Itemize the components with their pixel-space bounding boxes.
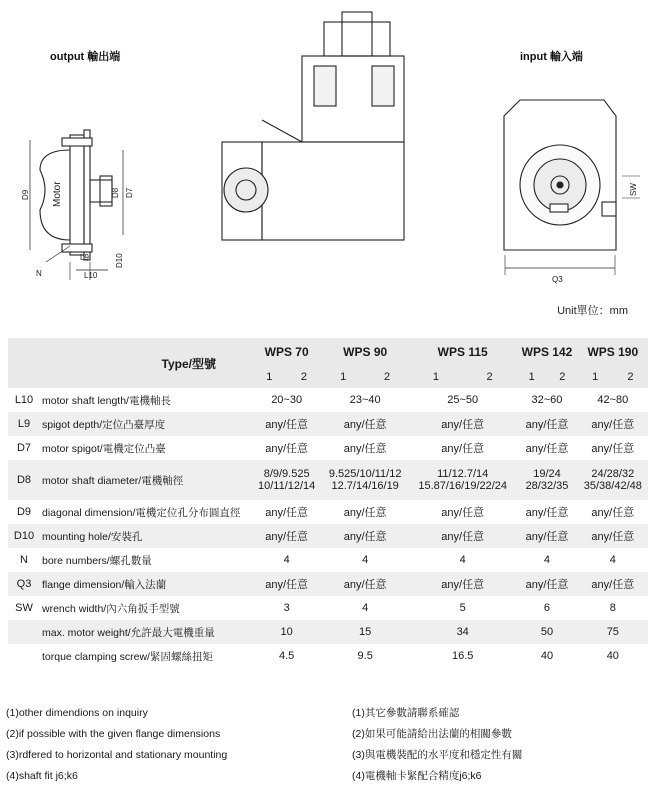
stage-label: 1 xyxy=(578,366,613,388)
output-side-view xyxy=(30,130,123,280)
param-description: max. motor weight/允許最大電機重量 xyxy=(40,620,252,644)
l10-text: L10 xyxy=(84,271,98,280)
param-code xyxy=(8,620,40,644)
param-description: motor shaft diameter/電機軸徑 xyxy=(40,460,252,500)
param-code: D7 xyxy=(16,442,32,454)
unit-label: Unit單位：mm xyxy=(557,305,628,317)
param-value: any/任意 xyxy=(321,524,409,548)
param-description: motor spigot/電機定位凸臺 xyxy=(42,442,166,455)
param-code: D10 xyxy=(8,524,40,548)
param-code: D9 xyxy=(16,506,32,518)
param-value: any/任意 xyxy=(321,412,409,436)
table-row xyxy=(8,596,648,620)
note-item: (4)電機軸卡緊配合精度j6;k6 xyxy=(352,770,482,782)
param-value: any/任意 xyxy=(409,524,516,548)
note-item: (1)other dimendions on inquiry xyxy=(6,707,148,719)
param-value: 5 xyxy=(459,602,466,614)
param-code: Q3 xyxy=(8,572,40,596)
param-value: 50 xyxy=(516,620,577,644)
param-value: 4 xyxy=(609,554,616,566)
param-description: wrench width/內六角扳手型號 xyxy=(42,602,180,615)
param-value: any/任意 xyxy=(265,443,309,455)
l9-text: L9 xyxy=(80,253,89,262)
d10-text: D10 xyxy=(115,253,124,268)
table-row xyxy=(8,500,648,524)
note-item: (2)if possible with the given flange dimensions xyxy=(6,728,221,740)
stage-label: 2 xyxy=(613,366,648,388)
param-value: 20~30 xyxy=(271,394,303,406)
param-code: L10 xyxy=(14,394,34,406)
param-description: motor shaft length/電機軸長 xyxy=(42,394,171,407)
note-item: (1)其它參數請聯系確認 xyxy=(352,707,460,719)
param-value: 6 xyxy=(543,602,551,614)
stage-label: 1 xyxy=(252,366,287,388)
param-value: 9.525/10/11/12 12.7/14/16/19 xyxy=(321,460,409,500)
param-value: any/任意 xyxy=(525,443,569,455)
model-header: WPS 142 xyxy=(516,338,577,366)
input-label: input 輸入端 xyxy=(520,51,583,63)
table-row xyxy=(8,572,648,596)
notes-english xyxy=(6,703,227,787)
stage-label: 1 xyxy=(409,366,463,388)
param-value: any/任意 xyxy=(343,507,387,519)
param-value: 24/28/32 35/38/42/48 xyxy=(578,460,648,500)
table-row xyxy=(8,436,648,460)
param-value: 40 xyxy=(540,650,554,662)
table-row xyxy=(8,460,648,500)
param-description: torque clamping screw/緊固螺絲扭矩 xyxy=(42,650,213,663)
d7-text: D7 xyxy=(125,187,134,198)
param-value: 4 xyxy=(283,554,290,566)
param-value: 8 xyxy=(609,602,616,614)
param-value: any/任意 xyxy=(409,572,516,596)
param-value: 34 xyxy=(409,620,516,644)
note-item: (3)與電機裝配的水平度和穩定性有關 xyxy=(352,749,523,761)
param-value: any/任意 xyxy=(441,507,485,519)
param-value: 8/9/9.525 10/11/12/14 xyxy=(252,460,321,500)
param-value: 15 xyxy=(321,620,409,644)
param-value: any/任意 xyxy=(252,524,321,548)
param-value: 42~80 xyxy=(597,394,629,406)
table-row xyxy=(8,524,648,548)
spec-table xyxy=(8,338,648,668)
param-value: 4 xyxy=(362,602,369,614)
gearbox-side-view xyxy=(222,12,404,240)
param-value: any/任意 xyxy=(591,507,635,519)
param-value: 40 xyxy=(606,650,619,662)
param-value: any/任意 xyxy=(578,412,648,436)
model-header: WPS 190 xyxy=(578,338,648,366)
param-description: mounting hole/安裝孔 xyxy=(40,524,252,548)
param-code xyxy=(8,644,40,668)
note-item: (3)rdfered to horizontal and stationary mounting xyxy=(6,749,228,761)
n-text: N xyxy=(36,269,42,278)
motor-text: Motor xyxy=(52,181,63,207)
param-value: 75 xyxy=(578,620,648,644)
param-value: any/任意 xyxy=(525,507,569,519)
param-value: 19/24 28/32/35 xyxy=(516,460,577,500)
type-header: Type/型號 xyxy=(8,338,252,388)
param-code: N xyxy=(20,554,28,566)
param-code: SW xyxy=(15,602,33,614)
param-value: 16.5 xyxy=(451,650,474,662)
param-code: L9 xyxy=(8,412,40,436)
param-value: any/任意 xyxy=(441,443,485,455)
param-description: spigot depth/定位凸臺厚度 xyxy=(40,412,252,436)
param-value: 23~40 xyxy=(349,394,381,406)
param-value: any/任意 xyxy=(252,412,321,436)
param-value: any/任意 xyxy=(591,443,635,455)
param-value: any/任意 xyxy=(578,572,648,596)
param-value: 4.5 xyxy=(278,650,295,662)
param-value: 4 xyxy=(543,554,551,566)
table-row xyxy=(8,388,648,412)
sw-text: SW xyxy=(629,183,638,196)
stage-label: 2 xyxy=(365,366,409,388)
model-header: WPS 90 xyxy=(321,338,409,366)
note-item: (4)shaft fit j6;k6 xyxy=(6,770,78,782)
param-value: 10 xyxy=(252,620,321,644)
table-header-models xyxy=(8,338,648,366)
param-value: any/任意 xyxy=(265,507,309,519)
table-row xyxy=(8,644,648,668)
stage-label: 2 xyxy=(547,366,578,388)
notes-chinese xyxy=(352,703,522,787)
technical-drawings xyxy=(0,0,656,330)
table-row xyxy=(8,620,648,644)
param-value: 32~60 xyxy=(531,394,563,406)
param-value: 3 xyxy=(283,602,290,614)
output-label: output 輸出端 xyxy=(50,51,121,63)
param-value: 11/12.7/14 15.87/16/19/22/24 xyxy=(409,460,516,500)
param-value: 25~50 xyxy=(447,394,479,406)
param-value: 9.5 xyxy=(357,650,373,662)
param-value: 4 xyxy=(459,554,466,566)
param-value: any/任意 xyxy=(516,412,577,436)
param-value: any/任意 xyxy=(516,572,577,596)
param-value: any/任意 xyxy=(409,412,516,436)
param-value: any/任意 xyxy=(578,524,648,548)
param-value: any/任意 xyxy=(343,443,387,455)
param-description: diagonal dimension/電機定位孔分布圓直徑 xyxy=(42,506,241,519)
param-value: any/任意 xyxy=(252,572,321,596)
param-code: D8 xyxy=(8,460,40,500)
stage-label: 2 xyxy=(463,366,517,388)
stage-label: 1 xyxy=(321,366,365,388)
param-description: bore numbers/螺孔數量 xyxy=(42,554,152,567)
d9-text: D9 xyxy=(21,189,30,200)
stage-label: 1 xyxy=(516,366,547,388)
input-end-view xyxy=(504,100,640,275)
q3-text: Q3 xyxy=(552,275,563,284)
param-value: 4 xyxy=(362,554,369,566)
d8-text: D8 xyxy=(111,187,120,198)
param-value: any/任意 xyxy=(321,572,409,596)
table-row xyxy=(8,548,648,572)
stage-label: 2 xyxy=(287,366,322,388)
model-header: WPS 115 xyxy=(409,338,516,366)
param-value: any/任意 xyxy=(516,524,577,548)
note-item: (2)如果可能請給出法蘭的相關參數 xyxy=(352,728,512,740)
table-row xyxy=(8,412,648,436)
param-description: flange dimension/輸入法蘭 xyxy=(40,572,252,596)
model-header: WPS 70 xyxy=(252,338,321,366)
